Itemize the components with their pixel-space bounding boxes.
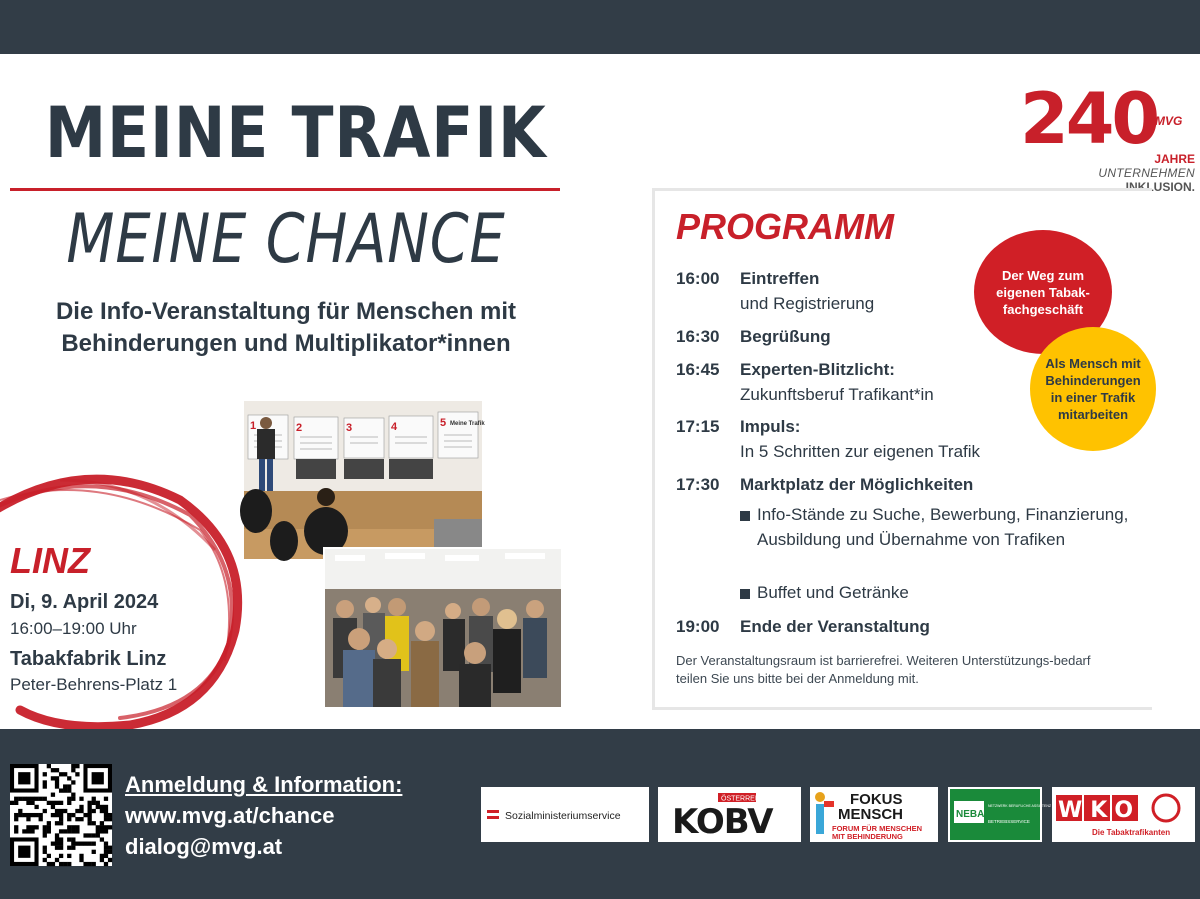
program-heading: Eintreffen bbox=[740, 269, 820, 288]
logo-line-1: JAHRE bbox=[1154, 152, 1195, 166]
tagline bbox=[12, 296, 560, 360]
tagline-line-1: Die Info-Veranstaltung für Menschen mit bbox=[55, 298, 517, 325]
bullet-square-icon bbox=[740, 589, 750, 599]
poster-number-2: 2 bbox=[296, 422, 303, 434]
partner-kobv-text: KOBV bbox=[672, 802, 773, 842]
partner-wko-sub: Die Tabaktrafikanten bbox=[1092, 828, 1171, 837]
logo-number: 240 bbox=[1020, 78, 1158, 160]
partner-logo-kobv bbox=[658, 787, 801, 842]
program-sub: In 5 Schritten zur eigenen Trafik bbox=[740, 442, 981, 461]
event-city: LINZ bbox=[10, 540, 90, 581]
event-venue: Tabakfabrik Linz bbox=[10, 648, 167, 670]
poster-number-5: 5 bbox=[440, 417, 447, 429]
program-time: 17:15 bbox=[676, 417, 720, 436]
program-sub: Zukunftsberuf Trafikant*in bbox=[740, 385, 934, 404]
partner-fokus-line-3: FORUM FÜR MENSCHEN bbox=[832, 824, 922, 833]
program-time: 16:30 bbox=[676, 327, 720, 346]
tagline-line-2: Behinderungen und Multiplikator*innen bbox=[61, 330, 511, 357]
event-time: 16:00–19:00 Uhr bbox=[10, 619, 137, 638]
networking-photo-graphic bbox=[325, 549, 561, 707]
partner-wko-text: WKO bbox=[1058, 798, 1142, 823]
logo-line-3: INKLUSION. bbox=[1125, 180, 1195, 194]
bubble-yellow-text: Als Mensch mit Behinderungen in einer Trafik mitarbeiten bbox=[1045, 356, 1141, 422]
partner-sozial-text: Sozialministeriumservice bbox=[505, 810, 621, 822]
logo-line-2: UNTERNEHMEN bbox=[1098, 166, 1195, 180]
registration-link[interactable]: www.mvg.at/chance bbox=[125, 803, 335, 828]
networking-photo bbox=[323, 547, 559, 705]
poster-number-4: 4 bbox=[391, 421, 398, 433]
partner-logo-sozialministeriumservice bbox=[481, 787, 649, 842]
info-bubble-yellow bbox=[1030, 327, 1156, 451]
presentation-photo bbox=[244, 401, 485, 559]
bubble-red-text: Der Weg zum eigenen Tabak-fachgeschäft bbox=[996, 267, 1090, 317]
event-address: Peter-Behrens-Platz 1 bbox=[10, 675, 178, 694]
logo-brand: MVG bbox=[1155, 114, 1183, 128]
anniversary-logo bbox=[1020, 78, 1195, 198]
title-divider bbox=[10, 188, 560, 191]
top-bar bbox=[0, 0, 1200, 54]
partner-logo-wko bbox=[1052, 787, 1195, 842]
partner-neba-small: NETZWERK BERUFLICHE ASSISTENZ bbox=[988, 804, 1052, 808]
program-sub: und Registrierung bbox=[740, 294, 875, 313]
program-time: 17:30 bbox=[676, 475, 720, 494]
presentation-photo-graphic bbox=[244, 401, 485, 559]
program-title: PROGRAMM bbox=[676, 206, 894, 247]
qr-code-icon[interactable] bbox=[10, 764, 112, 866]
qr-code-graphic bbox=[10, 764, 112, 866]
bullet-text: Info-Stände zu Suche, Bewerbung, Finanzierung, Ausbildung und Übernahme von Trafiken bbox=[757, 505, 1129, 549]
poster-number-3: 3 bbox=[346, 422, 353, 434]
page-title: MEINE TRAFIK bbox=[44, 92, 547, 174]
program-time: 16:00 bbox=[676, 269, 720, 288]
event-date: Di, 9. April 2024 bbox=[10, 591, 159, 613]
partner-logo-fokus-mensch bbox=[810, 787, 938, 842]
program-heading: Experten-Blitzlicht: bbox=[740, 360, 895, 379]
poster-label: Meine Trafik bbox=[450, 421, 485, 427]
program-time: 16:45 bbox=[676, 360, 720, 379]
partner-fokus-line-1: FOKUS bbox=[850, 791, 903, 808]
program-time: 19:00 bbox=[676, 617, 720, 636]
program-heading: Impuls: bbox=[740, 417, 801, 436]
program-heading: Begrüßung bbox=[740, 327, 831, 346]
registration-heading: Anmeldung & Information: bbox=[125, 772, 403, 797]
partner-fokus-line-4: MIT BEHINDERUNG bbox=[832, 832, 903, 841]
partner-logo-neba bbox=[948, 787, 1052, 842]
bullet-text: Buffet und Getränke bbox=[757, 583, 909, 602]
partner-neba-text: NEBA bbox=[956, 809, 985, 820]
program-heading: Marktplatz der Möglichkeiten bbox=[740, 475, 974, 494]
program-heading: Ende der Veranstaltung bbox=[740, 617, 930, 636]
partner-neba-small-2: BETRIEBSSERVICE bbox=[988, 819, 1030, 824]
partner-kobv-top: ÖSTERREICH bbox=[721, 795, 767, 803]
partner-fokus-line-2: MENSCH bbox=[838, 806, 904, 823]
contact-email-link[interactable]: dialog@mvg.at bbox=[125, 834, 283, 859]
bullet-square-icon bbox=[740, 511, 750, 521]
page-subtitle: MEINE CHANCE bbox=[66, 200, 506, 279]
accessibility-note: Der Veranstaltungsraum ist barrierefrei. Weiteren Unterstützungs-bedarf teilen Sie uns bitte bei der Anmeldung mit. bbox=[676, 653, 1091, 686]
poster-number-1: 1 bbox=[250, 420, 257, 432]
